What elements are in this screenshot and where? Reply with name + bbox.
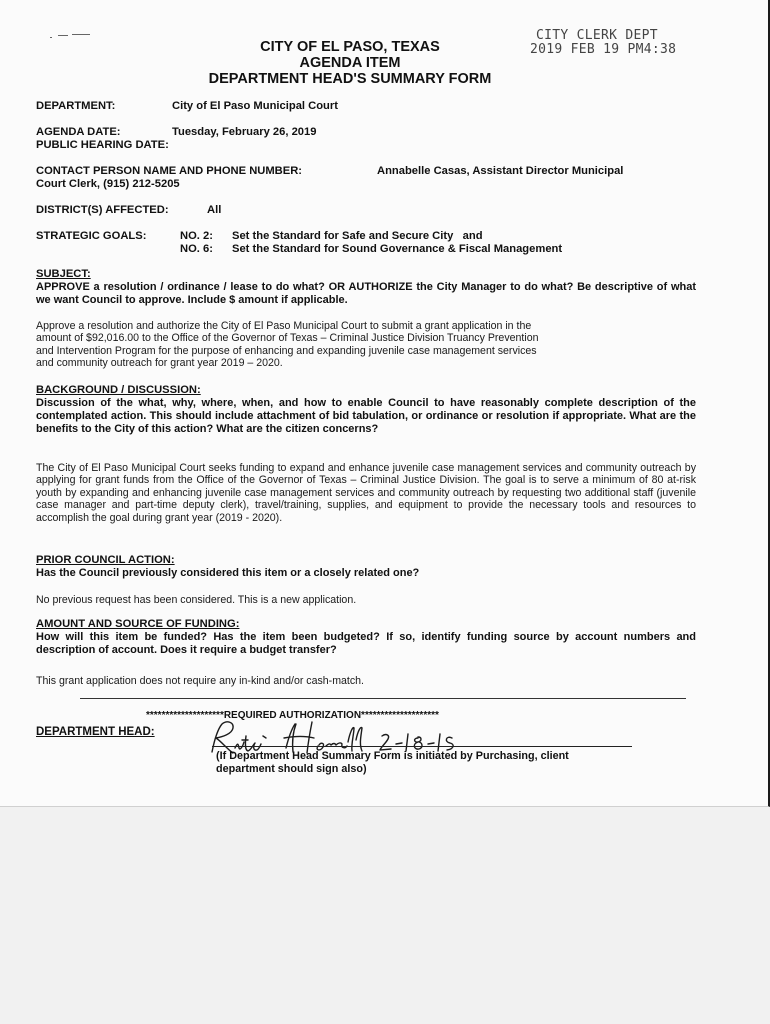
agenda-date-value: Tuesday, February 26, 2019 (172, 126, 317, 138)
contact-value: Annabelle Casas, Assistant Director Municipal (377, 165, 624, 177)
districts-label: DISTRICT(S) AFFECTED: (36, 204, 169, 216)
subject-answer (36, 320, 702, 370)
prior-action-question: Has the Council previously considered this item or a closely related one? (36, 567, 420, 579)
background-heading: BACKGROUND / DISCUSSION: (36, 384, 201, 396)
goal-2-number: NO. 6: (180, 243, 213, 255)
goal-2-text: Set the Standard for Sound Governance & Fiscal Management (232, 243, 563, 255)
contact-label: CONTACT PERSON NAME AND PHONE NUMBER: (36, 165, 303, 177)
signature-date (448, 731, 482, 742)
goal-1-text: Set the Standard for Safe and Secure City and (232, 230, 483, 242)
scan-speck (50, 37, 52, 38)
department-label: DEPARTMENT: (36, 100, 116, 112)
signature-line (212, 746, 632, 747)
header-agenda-item: AGENDA ITEM (299, 55, 401, 71)
clerk-stamp-line1: CITY CLERK DEPT (536, 28, 658, 43)
header-form-title: DEPARTMENT HEAD'S SUMMARY FORM (208, 71, 492, 87)
funding-question: How will this item be funded? Has the item been budgeted? If so, identify funding source by account numbers and description of account. Does it require a budget transfer? (36, 631, 696, 656)
header-city: CITY OF EL PASO, TEXAS (260, 39, 440, 55)
public-hearing-label: PUBLIC HEARING DATE: (36, 139, 169, 151)
prior-action-answer: No previous request has been considered. This is a new application. (36, 594, 357, 606)
scan-speck (58, 35, 68, 36)
authorization-note-line2: department should sign also) (216, 763, 367, 775)
contact-value-line2: Court Clerk, (915) 212-5205 (36, 178, 180, 190)
subject-answer-line: amount of $92,016.00 to the Office of the Governor of Texas – Criminal Justice Division Truancy Prevention (36, 332, 539, 345)
strategic-goals-label: STRATEGIC GOALS: (36, 230, 147, 242)
authorization-note-line1: (If Department Head Summary Form is initiated by Purchasing, client (216, 750, 569, 762)
subject-answer-line: and community outreach for grant year 2019 – 2020. (36, 357, 283, 370)
background-answer: The City of El Paso Municipal Court seeks funding to expand and enhance juvenile case management services and community outreach by applying for grant funds from the Office of the Governor of Texas – Criminal Justice Division. The goal is to serve a minimum of 80 at-risk youth by expanding and enhancing juvenile case management services and community outreach by requesting two additional staff (juvenile case manager and part-time deputy clerk), travel/training, supplies, and equipment to provide the necessary tools and resources to accomplish the goal during grant year (2019 - 2020). (36, 462, 696, 524)
required-authorization-text: ********************REQUIRED AUTHORIZATION******************** (146, 710, 439, 721)
section-divider (80, 698, 686, 699)
funding-answer: This grant application does not require any in-kind and/or cash-match. (36, 675, 364, 687)
subject-answer-line: Approve a resolution and authorize the City of El Paso Municipal Court to submit a grant application in the (36, 320, 532, 332)
subject-question: APPROVE a resolution / ordinance / lease to do what? OR AUTHORIZE the City Manager to do what? Be descriptive of what we want Council to approve. Include $ amount if applicable. (36, 281, 696, 306)
clerk-stamp-line2: 2019 FEB 19 PM4:38 (530, 42, 677, 57)
background-question: Discussion of the what, why, where, when, and how to enable Council to have reasonably complete description of the contemplated action. This should include attachment of bid tabulation, or ordinance or resolution if appropriate. What are the benefits to the City of this action? What are the citizen concerns? (36, 397, 696, 435)
districts-value: All (207, 204, 222, 216)
agenda-date-label: AGENDA DATE: (36, 126, 121, 138)
prior-action-heading: PRIOR COUNCIL ACTION: (36, 554, 175, 566)
scan-speck (72, 34, 90, 35)
department-value: City of El Paso Municipal Court (172, 100, 338, 112)
funding-heading: AMOUNT AND SOURCE OF FUNDING: (36, 618, 240, 630)
department-head-label: DEPARTMENT HEAD: (36, 726, 155, 738)
subject-answer-line: and Intervention Program for the purpose of enhancing and expanding juvenile case management services (36, 344, 537, 357)
goal-1-number: NO. 2: (180, 230, 213, 242)
subject-heading: SUBJECT: (36, 268, 91, 280)
